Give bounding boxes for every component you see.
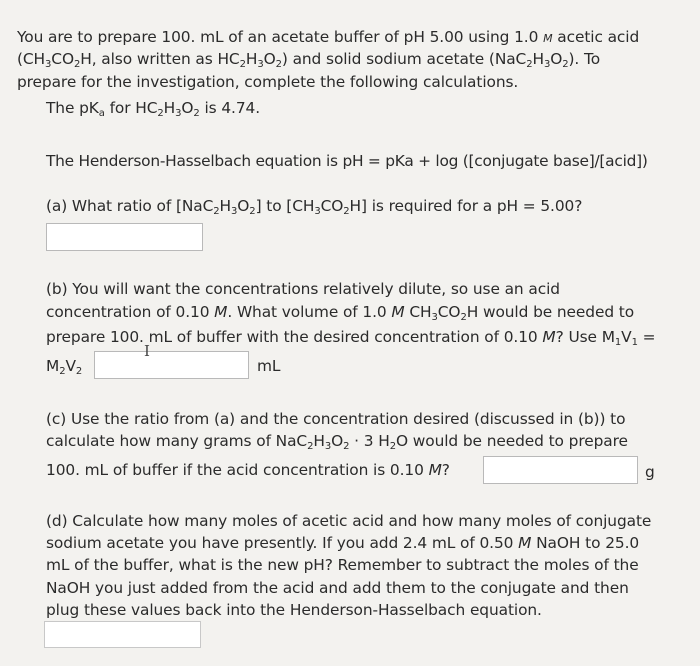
question-a: (a) What ratio of $[NaC_2H_3O_2]$ to $[CH_3CO_2H]$ is required for a pH = 5.00? <box>46 197 583 217</box>
question-b-line-1: (b) You will want the concentrations relatively dilute, so use an acid <box>46 280 560 298</box>
pka-statement: The $pK_a$ for $HC_2H_3O_2$ is 4.74. <box>46 99 261 119</box>
answer-b-unit: mL <box>257 357 281 375</box>
question-d-line-2: sodium acetate you have presently. If you add 2.4 mL of 0.50 M NaOH to 25.0 <box>46 534 640 552</box>
question-d-line-1: (d) Calculate how many moles of acetic acid and how many moles of conjugate <box>46 512 652 530</box>
question-d-line-3: mL of the buffer, what is the new pH? Remember to subtract the moles of the <box>46 556 639 574</box>
question-b-line-4: $M_2V_2$ <box>46 357 83 377</box>
intro-line-1: You are to prepare 100. mL of an acetate buffer of pH 5.00 using 1.0 M acetic acid <box>17 28 640 46</box>
henderson-hasselbach-equation: The Henderson-Hasselbach equation is pH = pKa + log ([conjugate base]/[acid]) <box>46 152 648 170</box>
answer-b-input[interactable] <box>94 351 249 379</box>
intro-line-2: ($CH_3CO_2H$, also written as $HC_2H_3O_2$) and solid sodium acetate $(NaC_2H_3O_2)$. To <box>17 50 601 70</box>
question-c-line-1: (c) Use the ratio from (a) and the concentration desired (discussed in (b)) to <box>46 410 626 428</box>
answer-c-unit: g <box>645 463 655 481</box>
question-c-line-3: 100. mL of buffer if the acid concentration is 0.10 M? <box>46 461 450 479</box>
answer-a-input[interactable] <box>46 223 203 251</box>
intro-line-3: prepare for the investigation, complete the following calculations. <box>17 73 519 91</box>
question-d-line-4: NaOH you just added from the acid and add them to the conjugate and then <box>46 579 629 597</box>
question-d-line-5: plug these values back into the Henderson-Hasselbach equation. <box>46 601 542 619</box>
question-c-line-2: calculate how many grams of $NaC_2H_3O_2 \cdot 3$ $H_2O$ would be needed to prepare <box>46 432 628 452</box>
question-b-line-2: concentration of 0.10 M. What volume of 1.0 M $CH_3CO_2H$ would be needed to <box>46 303 635 323</box>
answer-d-input[interactable] <box>44 621 201 648</box>
answer-c-input[interactable] <box>483 456 638 484</box>
text-cursor-icon: I <box>144 342 150 360</box>
question-b-line-3: prepare 100. mL of buffer with the desired concentration of 0.10 M? Use $M_1V_1$ = <box>46 328 656 348</box>
